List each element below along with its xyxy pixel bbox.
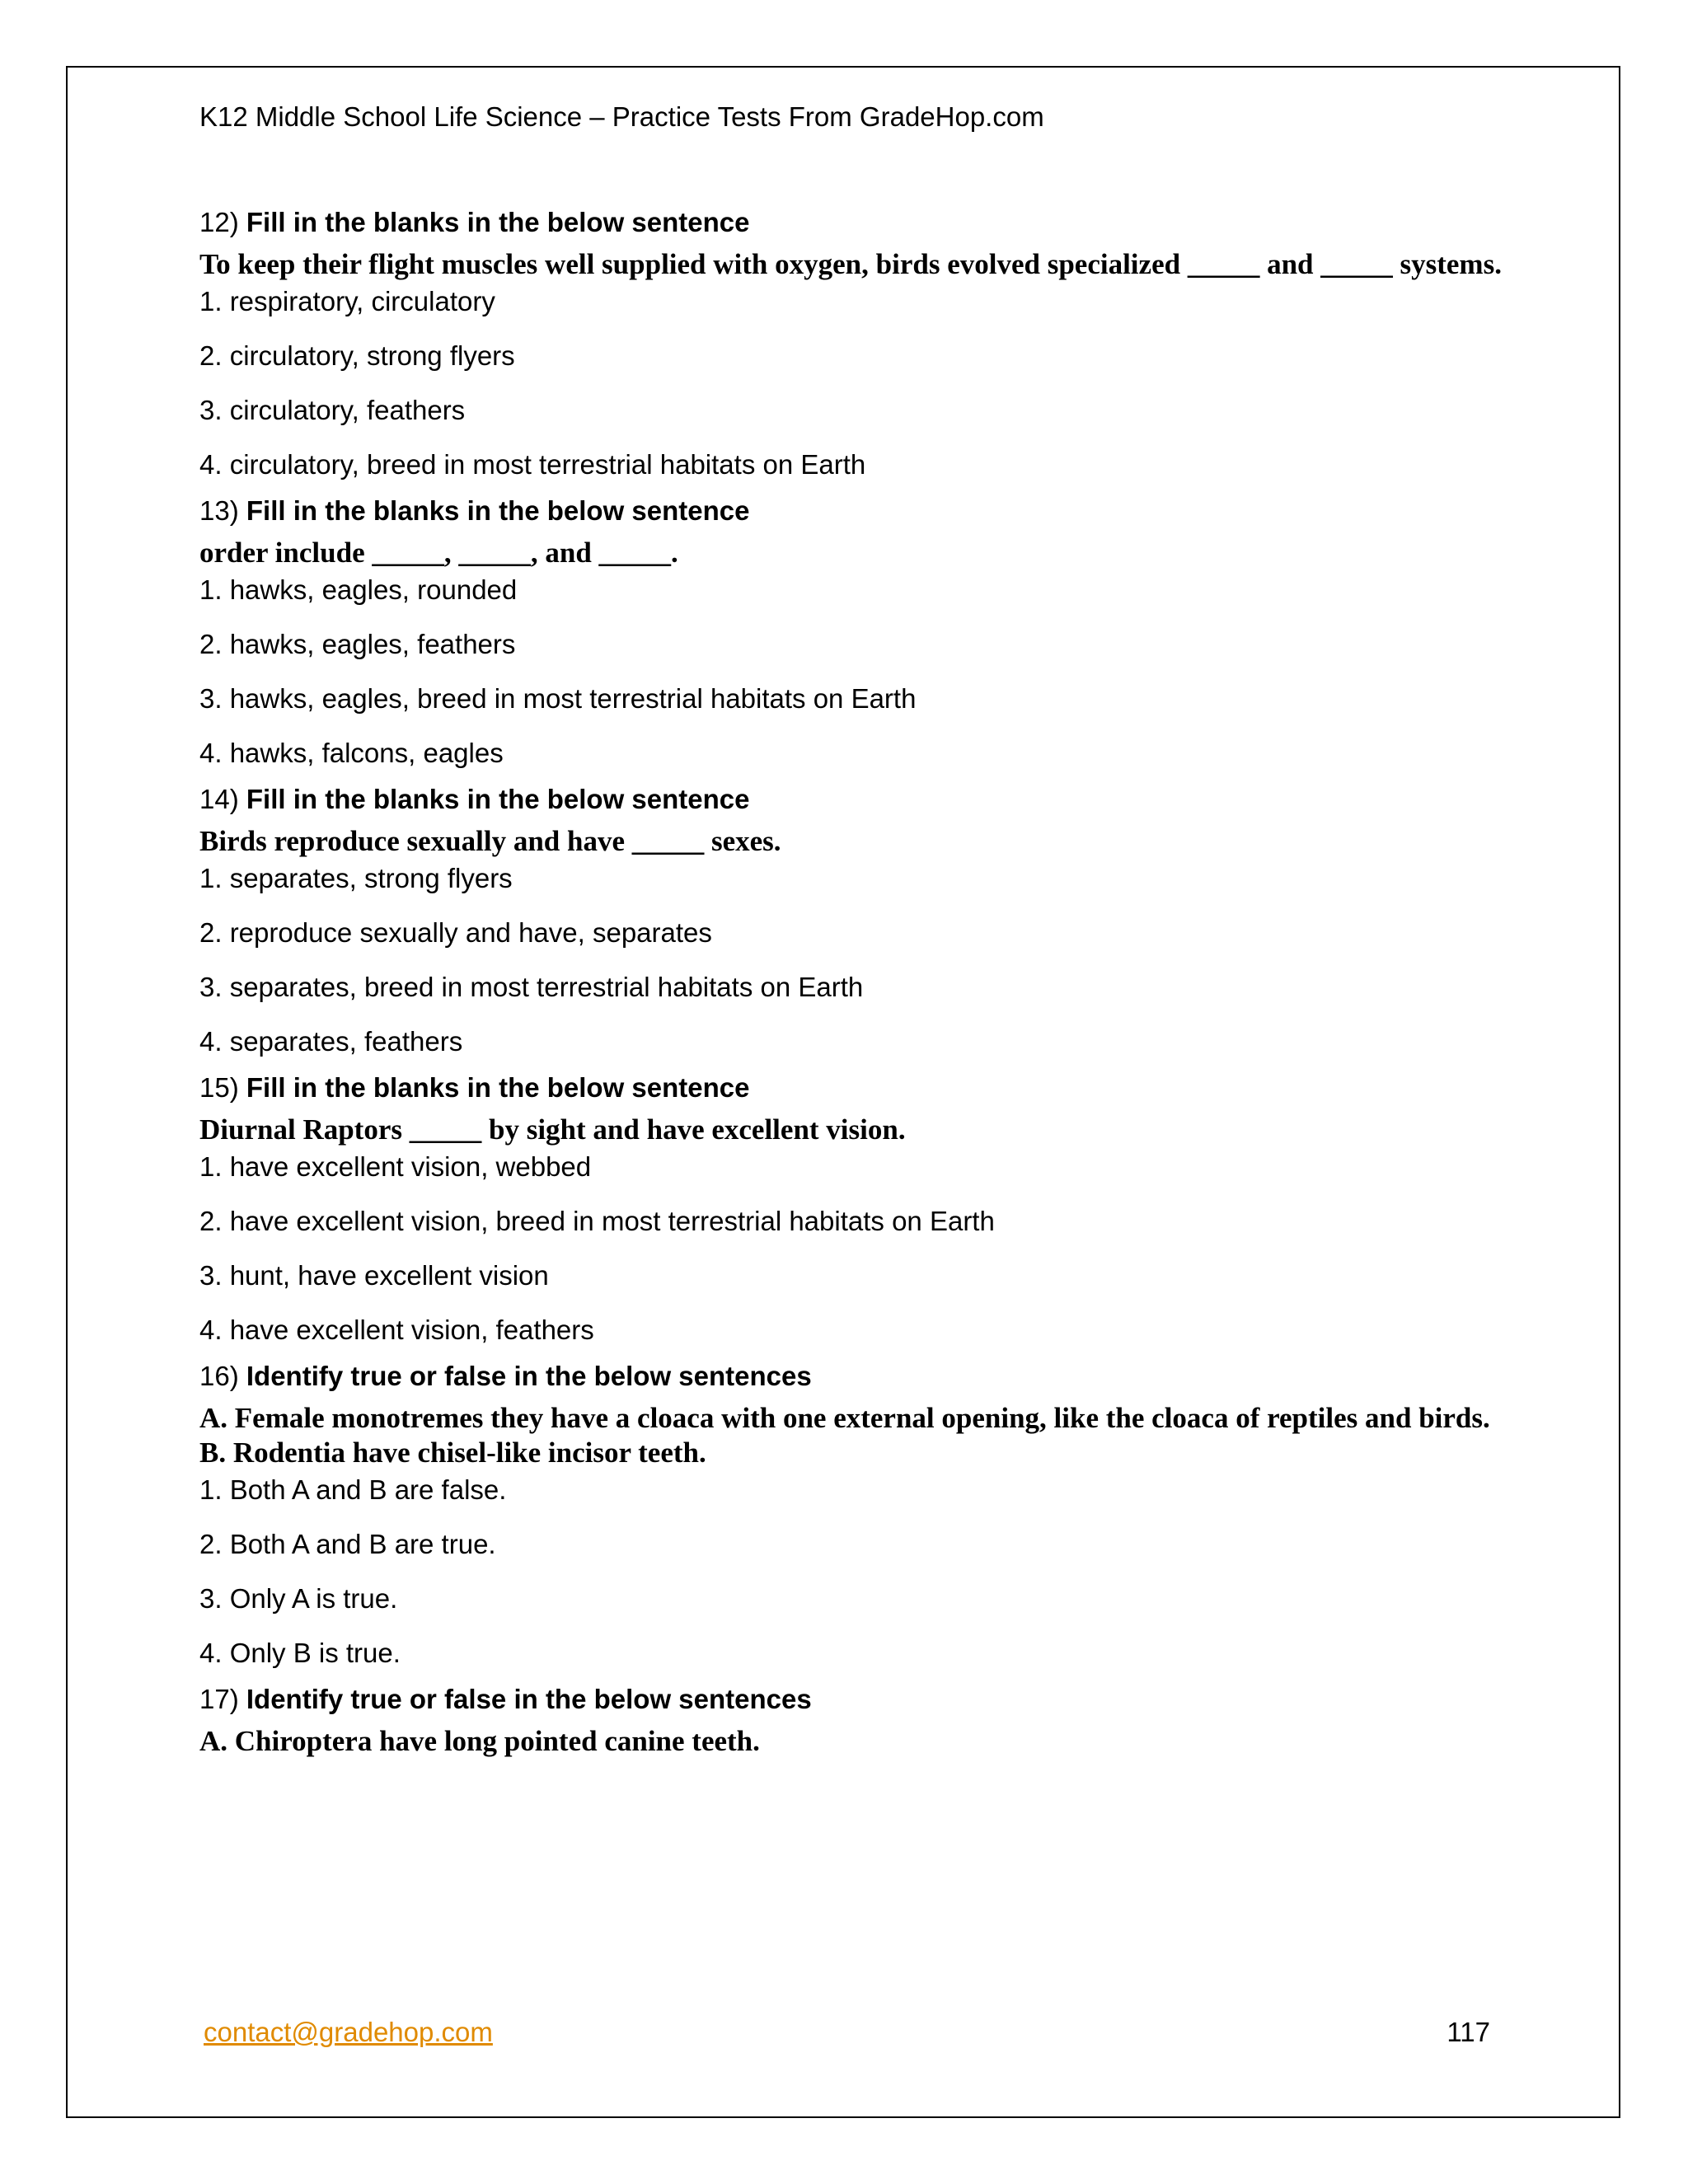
answer-option: 1. have excellent vision, webbed	[199, 1151, 592, 1182]
question-heading	[199, 203, 1502, 242]
question-instruction: Fill in the blanks in the below sentence	[246, 207, 750, 237]
answer-option: 2. have excellent vision, breed in most terrestrial habitats on Earth	[199, 1206, 995, 1236]
answer-option: 3. separates, breed in most terrestrial habitats on Earth	[199, 972, 864, 1002]
question-heading	[199, 780, 1502, 819]
answer-options	[199, 282, 1502, 485]
question-statements	[199, 1401, 1502, 1470]
page-header: K12 Middle School Life Science – Practice Tests From GradeHop.com	[199, 101, 1044, 132]
question-number: 17)	[199, 1684, 239, 1714]
answer-option: 1. Both A and B are false.	[199, 1474, 507, 1505]
answer-option: 3. Only A is true.	[199, 1583, 398, 1614]
question-instruction: Fill in the blanks in the below sentence	[246, 495, 750, 526]
question-heading	[199, 1068, 1502, 1108]
question-12	[199, 203, 1502, 485]
question-16	[199, 1357, 1502, 1673]
answer-options	[199, 1470, 1502, 1673]
answer-option: 2. hawks, eagles, feathers	[199, 629, 516, 659]
answer-option: 4. hawks, falcons, eagles	[199, 738, 504, 768]
question-13	[199, 491, 1502, 773]
answer-option: 3. hunt, have excellent vision	[199, 1260, 549, 1291]
question-number: 13)	[199, 495, 239, 526]
answer-options	[199, 859, 1502, 1062]
question-instruction: Fill in the blanks in the below sentence	[246, 784, 750, 814]
question-number: 15)	[199, 1072, 239, 1103]
question-instruction: Identify true or false in the below sentences	[246, 1684, 812, 1714]
question-15	[199, 1068, 1502, 1350]
answer-option: 4. have excellent vision, feathers	[199, 1315, 594, 1345]
question-instruction: Fill in the blanks in the below sentence	[246, 1072, 750, 1103]
answer-options	[199, 1147, 1502, 1350]
answer-option: 3. hawks, eagles, breed in most terrestrial habitats on Earth	[199, 683, 917, 714]
question-number: 14)	[199, 784, 239, 814]
question-statement: Diurnal Raptors _____ by sight and have excellent vision.	[199, 1113, 906, 1146]
answer-option: 1. separates, strong flyers	[199, 863, 513, 893]
statement-a: A. Female monotremes they have a cloaca with one external opening, like the cloaca of reptiles and birds.	[199, 1402, 1490, 1434]
answer-option: 2. Both A and B are true.	[199, 1529, 496, 1559]
answer-option: 4. circulatory, breed in most terrestrial habitats on Earth	[199, 449, 866, 480]
question-heading	[199, 1680, 1502, 1719]
answer-option: 4. Only B is true.	[199, 1638, 401, 1668]
answer-option: 4. separates, feathers	[199, 1026, 463, 1057]
answer-option: 3. circulatory, feathers	[199, 395, 466, 425]
question-17	[199, 1680, 1502, 1759]
question-instruction: Identify true or false in the below sentences	[246, 1361, 812, 1391]
answer-option: 1. respiratory, circulatory	[199, 286, 495, 316]
page-number: 117	[1447, 2017, 1490, 2047]
question-number: 12)	[199, 207, 239, 237]
question-heading	[199, 491, 1502, 531]
question-statement: To keep their flight muscles well supplied with oxygen, birds evolved specialized _____ and _____ systems.	[199, 248, 1502, 280]
question-statement: order include _____, _____, and _____.	[199, 537, 678, 569]
question-statement: Birds reproduce sexually and have _____ sexes.	[199, 825, 781, 857]
contact-email-link[interactable]: contact@gradehop.com	[204, 2017, 493, 2047]
question-heading	[199, 1357, 1502, 1396]
statement-a: A. Chiroptera have long pointed canine teeth.	[199, 1725, 760, 1757]
statement-b: B. Rodentia have chisel-like incisor teeth.	[199, 1436, 706, 1469]
question-14	[199, 780, 1502, 1062]
answer-option: 2. reproduce sexually and have, separates	[199, 917, 712, 948]
answer-option: 1. hawks, eagles, rounded	[199, 574, 518, 605]
questions-container	[199, 203, 1502, 1759]
answer-option: 2. circulatory, strong flyers	[199, 340, 515, 371]
question-number: 16)	[199, 1361, 239, 1391]
answer-options	[199, 570, 1502, 773]
